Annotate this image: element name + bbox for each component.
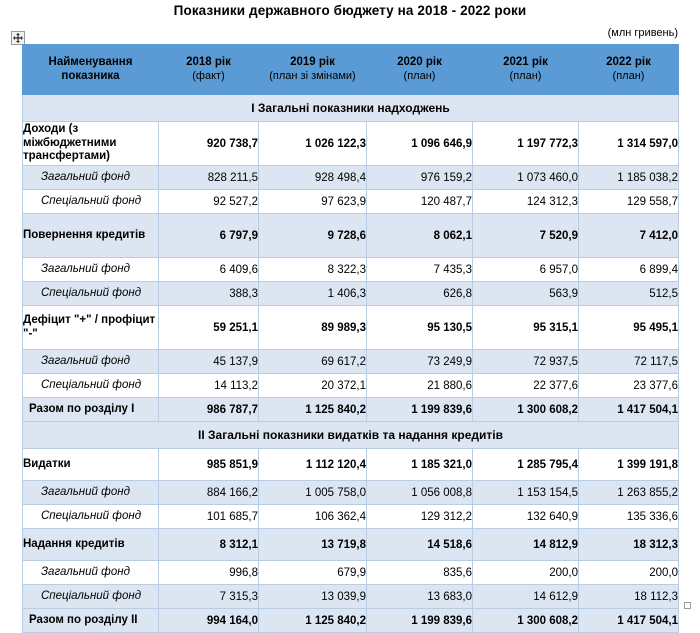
row-value[interactable]: 1 314 597,0 <box>579 122 679 166</box>
row-value[interactable]: 1 125 840,2 <box>259 609 367 633</box>
section-title: I Загальні показники надходжень <box>23 95 679 122</box>
row-value[interactable]: 18 112,3 <box>579 585 679 609</box>
row-value[interactable]: 14 812,9 <box>473 529 579 561</box>
row-value[interactable]: 97 623,9 <box>259 190 367 214</box>
row-label[interactable]: Спеціальний фонд <box>23 505 159 529</box>
row-label[interactable]: Спеціальний фонд <box>23 282 159 306</box>
row-value[interactable]: 1 300 608,2 <box>473 609 579 633</box>
row-label[interactable]: Загальний фонд <box>23 166 159 190</box>
table-row <box>23 306 679 350</box>
row-value[interactable]: 13 039,9 <box>259 585 367 609</box>
column-header-main: 2019 рік <box>290 56 335 69</box>
row-value[interactable]: 92 527,2 <box>159 190 259 214</box>
row-value[interactable]: 985 851,9 <box>159 449 259 481</box>
column-header-main: 2022 рік <box>606 56 651 69</box>
row-value[interactable]: 1 406,3 <box>259 282 367 306</box>
row-value[interactable]: 928 498,4 <box>259 166 367 190</box>
row-value[interactable]: 1 263 855,2 <box>579 481 679 505</box>
column-header-2019[interactable] <box>259 45 367 95</box>
row-label[interactable]: Загальний фонд <box>23 258 159 282</box>
row-value[interactable]: 1 112 120,4 <box>259 449 367 481</box>
row-value[interactable]: 95 130,5 <box>367 306 473 350</box>
row-value[interactable]: 679,9 <box>259 561 367 585</box>
table-header-row <box>23 45 679 95</box>
table-row <box>23 258 679 282</box>
column-header-main: 2018 рік <box>186 56 231 69</box>
row-value[interactable]: 18 312,3 <box>579 529 679 561</box>
row-value[interactable]: 101 685,7 <box>159 505 259 529</box>
row-value[interactable]: 129 312,2 <box>367 505 473 529</box>
table-row <box>23 505 679 529</box>
row-value[interactable]: 124 312,3 <box>473 190 579 214</box>
row-label[interactable]: Спеціальний фонд <box>23 190 159 214</box>
row-value[interactable]: 1 399 191,8 <box>579 449 679 481</box>
table-body <box>23 95 679 633</box>
row-label[interactable]: Видатки <box>23 449 159 481</box>
row-value[interactable]: 6 797,9 <box>159 214 259 258</box>
row-value[interactable]: 14 612,9 <box>473 585 579 609</box>
row-value[interactable]: 95 495,1 <box>579 306 679 350</box>
row-value[interactable]: 6 957,0 <box>473 258 579 282</box>
row-value[interactable]: 986 787,7 <box>159 398 259 422</box>
row-value[interactable]: 13 683,0 <box>367 585 473 609</box>
column-header-main: 2021 рік <box>503 56 548 69</box>
row-label[interactable]: Повернення кредитів <box>23 214 159 258</box>
table-row <box>23 481 679 505</box>
resize-handle-icon[interactable] <box>684 602 691 609</box>
section-header-row <box>23 95 679 122</box>
row-value[interactable]: 884 166,2 <box>159 481 259 505</box>
row-value[interactable]: 1 285 795,4 <box>473 449 579 481</box>
row-value[interactable]: 1 073 460,0 <box>473 166 579 190</box>
row-label[interactable]: Разом по розділу II <box>23 609 159 633</box>
row-value[interactable]: 1 199 839,6 <box>367 398 473 422</box>
row-value[interactable]: 45 137,9 <box>159 350 259 374</box>
row-value[interactable]: 388,3 <box>159 282 259 306</box>
table-row <box>23 585 679 609</box>
table-row <box>23 529 679 561</box>
row-value[interactable]: 106 362,4 <box>259 505 367 529</box>
table-header <box>23 45 679 95</box>
row-value[interactable]: 8 062,1 <box>367 214 473 258</box>
row-value[interactable]: 6 899,4 <box>579 258 679 282</box>
row-value[interactable]: 9 728,6 <box>259 214 367 258</box>
row-value[interactable]: 1 125 840,2 <box>259 398 367 422</box>
column-header-sub: (план зі змінами) <box>269 69 356 82</box>
row-value[interactable]: 996,8 <box>159 561 259 585</box>
column-header-2018[interactable] <box>159 45 259 95</box>
row-value[interactable]: 1 185 321,0 <box>367 449 473 481</box>
row-value[interactable]: 976 159,2 <box>367 166 473 190</box>
column-header-sub: (план) <box>403 69 436 82</box>
row-value[interactable]: 129 558,7 <box>579 190 679 214</box>
row-value[interactable]: 8 312,1 <box>159 529 259 561</box>
page-title: Показники державного бюджету на 2018 - 2022 роки <box>173 3 527 18</box>
section-title: II Загальні показники видатків та надання кредитів <box>23 422 679 449</box>
column-header-sub: (план) <box>509 69 542 82</box>
row-value[interactable]: 7 412,0 <box>579 214 679 258</box>
table-row <box>23 398 679 422</box>
row-value[interactable]: 20 372,1 <box>259 374 367 398</box>
row-value[interactable]: 1 153 154,5 <box>473 481 579 505</box>
row-value[interactable]: 14 113,2 <box>159 374 259 398</box>
column-header-main: Найменування <box>48 56 133 68</box>
table-row <box>23 166 679 190</box>
row-value[interactable]: 1 185 038,2 <box>579 166 679 190</box>
row-value[interactable]: 22 377,6 <box>473 374 579 398</box>
table-row <box>23 282 679 306</box>
row-value[interactable]: 1 197 772,3 <box>473 122 579 166</box>
table-row <box>23 350 679 374</box>
row-value[interactable]: 1 300 608,2 <box>473 398 579 422</box>
row-value[interactable]: 72 117,5 <box>579 350 679 374</box>
row-value[interactable]: 14 518,6 <box>367 529 473 561</box>
table-row <box>23 122 679 166</box>
row-label[interactable]: Доходи (з міжбюджетними трансфертами) <box>23 122 159 166</box>
row-value[interactable]: 7 520,9 <box>473 214 579 258</box>
section-header-row <box>23 422 679 449</box>
units-caption: (млн гривень) <box>607 27 678 39</box>
row-value[interactable]: 200,0 <box>473 561 579 585</box>
table-row <box>23 214 679 258</box>
row-label[interactable]: Спеціальний фонд <box>23 585 159 609</box>
row-value[interactable]: 1 417 504,1 <box>579 609 679 633</box>
row-value[interactable]: 920 738,7 <box>159 122 259 166</box>
column-header-2020[interactable] <box>367 45 473 95</box>
column-header-sub: (факт) <box>192 69 225 82</box>
row-value[interactable]: 21 880,6 <box>367 374 473 398</box>
row-value[interactable]: 7 435,3 <box>367 258 473 282</box>
row-value[interactable]: 1 005 758,0 <box>259 481 367 505</box>
row-value[interactable]: 563,9 <box>473 282 579 306</box>
row-value[interactable]: 135 336,6 <box>579 505 679 529</box>
row-value[interactable]: 13 719,8 <box>259 529 367 561</box>
row-value[interactable]: 6 409,6 <box>159 258 259 282</box>
row-value[interactable]: 828 211,5 <box>159 166 259 190</box>
budget-table-wrapper <box>22 44 678 633</box>
move-handle-icon[interactable] <box>11 31 25 45</box>
row-label[interactable]: Надання кредитів <box>23 529 159 561</box>
row-label[interactable]: Загальний фонд <box>23 481 159 505</box>
budget-table <box>22 44 679 633</box>
column-header-sub: (план) <box>612 69 645 82</box>
row-value[interactable]: 1 417 504,1 <box>579 398 679 422</box>
row-value[interactable]: 73 249,9 <box>367 350 473 374</box>
row-value[interactable]: 1 056 008,8 <box>367 481 473 505</box>
row-value[interactable]: 835,6 <box>367 561 473 585</box>
row-value[interactable]: 8 322,3 <box>259 258 367 282</box>
row-value[interactable]: 72 937,5 <box>473 350 579 374</box>
table-row <box>23 609 679 633</box>
row-value[interactable]: 69 617,2 <box>259 350 367 374</box>
row-label[interactable]: Загальний фонд <box>23 350 159 374</box>
row-label[interactable]: Загальний фонд <box>23 561 159 585</box>
row-value[interactable]: 512,5 <box>579 282 679 306</box>
column-header-2021[interactable] <box>473 45 579 95</box>
row-value[interactable]: 1 199 839,6 <box>367 609 473 633</box>
row-value[interactable]: 120 487,7 <box>367 190 473 214</box>
column-header-main: 2020 рік <box>397 56 442 69</box>
row-value[interactable]: 200,0 <box>579 561 679 585</box>
row-value[interactable]: 994 164,0 <box>159 609 259 633</box>
table-row <box>23 190 679 214</box>
row-label[interactable]: Дефіцит "+" / профіцит "-" <box>23 306 159 350</box>
row-label[interactable]: Разом по розділу I <box>23 398 159 422</box>
table-row <box>23 561 679 585</box>
row-value[interactable]: 59 251,1 <box>159 306 259 350</box>
column-header-sub: показника <box>61 69 120 82</box>
row-value[interactable]: 1 026 122,3 <box>259 122 367 166</box>
row-value[interactable]: 95 315,1 <box>473 306 579 350</box>
row-value[interactable]: 132 640,9 <box>473 505 579 529</box>
row-label[interactable]: Спеціальний фонд <box>23 374 159 398</box>
table-row <box>23 449 679 481</box>
row-value[interactable]: 23 377,6 <box>579 374 679 398</box>
row-value[interactable]: 626,8 <box>367 282 473 306</box>
column-header-name[interactable] <box>23 45 159 95</box>
row-value[interactable]: 7 315,3 <box>159 585 259 609</box>
table-row <box>23 374 679 398</box>
row-value[interactable]: 89 989,3 <box>259 306 367 350</box>
column-header-2022[interactable] <box>579 45 679 95</box>
row-value[interactable]: 1 096 646,9 <box>367 122 473 166</box>
